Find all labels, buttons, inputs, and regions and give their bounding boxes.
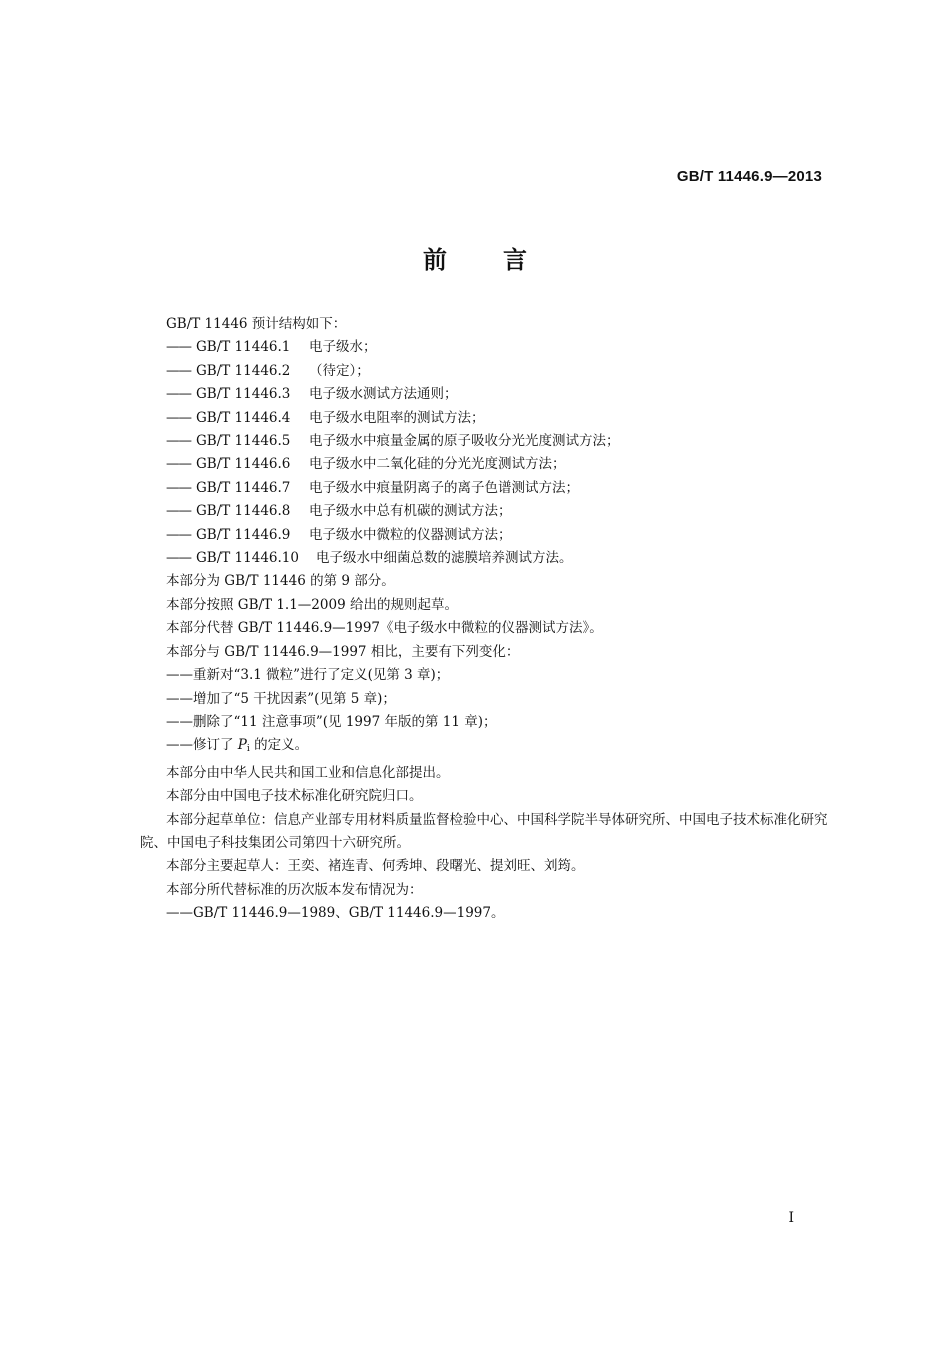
- list-item: [140, 500, 830, 523]
- list-dash: ——: [166, 550, 191, 567]
- title-char-2: 言: [503, 246, 527, 274]
- part-name: 电子级水中细菌总数的滤膜培养测试方法。: [316, 550, 573, 567]
- part-code: GB/T 11446.10: [196, 550, 299, 567]
- list-dash: ——: [166, 386, 191, 403]
- list-dash: ——: [166, 362, 191, 379]
- change-item: ——重新对“3.1 微粒”进行了定义(见第 3 章)；: [166, 667, 450, 684]
- part-name: 电子级水中痕量阴离子的离子色谱测试方法；: [309, 479, 579, 496]
- part-name: 电子级水；: [309, 339, 377, 356]
- list-dash: ——: [166, 479, 191, 496]
- symbol-subscript: i: [246, 744, 250, 755]
- list-dash: ——: [166, 433, 191, 450]
- title-char-1: 前: [423, 246, 447, 274]
- list-item: [140, 360, 830, 383]
- paragraph-history-intro: 本部分所代替标准的历次版本发布情况为：: [166, 881, 423, 898]
- part-name: 电子级水中总有机碳的测试方法；: [309, 503, 512, 520]
- foreword-body: [140, 313, 830, 926]
- part-name: 电子级水中痕量金属的原子吸收分光光度测试方法；: [309, 433, 620, 450]
- part-code: GB/T 11446.8: [196, 503, 291, 520]
- paragraph-drafters: 本部分主要起草人：王奕、褚连青、何秀坤、段曙光、提刘旺、刘筠。: [166, 858, 585, 875]
- part-code: GB/T 11446.5: [196, 433, 291, 450]
- symbol-p: P: [237, 737, 247, 754]
- part-name: 电子级水测试方法通则；: [309, 386, 458, 403]
- list-item: [140, 430, 830, 453]
- part-code: GB/T 11446.2: [196, 362, 291, 379]
- list-item: [140, 336, 830, 359]
- page-title: [0, 240, 950, 275]
- change-item: ——删除了“11 注意事项”(见 1997 年版的第 11 章)；: [166, 713, 497, 730]
- change-item: ——增加了“5 干扰因素”(见第 5 章)；: [166, 690, 396, 707]
- change-item: [140, 734, 830, 761]
- paragraph-drafting-rules: 本部分按照 GB/T 1.1—2009 给出的规则起草。: [166, 596, 458, 613]
- list-item: [140, 477, 830, 500]
- part-code: GB/T 11446.4: [196, 409, 291, 426]
- part-code: GB/T 11446.7: [196, 479, 291, 496]
- list-dash: ——: [166, 503, 191, 520]
- list-item: [140, 383, 830, 406]
- parts-list: [140, 336, 830, 570]
- page-number: I: [788, 1210, 794, 1226]
- structure-intro: GB/T 11446 预计结构如下：: [166, 316, 347, 332]
- list-dash: ——: [166, 339, 191, 356]
- standard-number: GB/T 11446.9—2013: [676, 168, 822, 185]
- list-item: [140, 524, 830, 547]
- list-item: [140, 547, 830, 570]
- list-dash: ——: [166, 526, 191, 543]
- paragraph-centralized: 本部分由中国电子技术标准化研究院归口。: [166, 788, 423, 805]
- list-item: [140, 407, 830, 430]
- change-prefix: ——修订了: [166, 737, 238, 754]
- change-suffix: 的定义。: [249, 737, 309, 754]
- part-name: 电子级水中二氧化硅的分光光度测试方法；: [309, 456, 566, 473]
- list-dash: ——: [166, 409, 191, 426]
- part-code: GB/T 11446.6: [196, 456, 291, 473]
- part-code: GB/T 11446.9: [196, 526, 291, 543]
- paragraph-changes-intro: 本部分与 GB/T 11446.9—1997 相比，主要有下列变化：: [166, 643, 520, 660]
- paragraph-drafting-units: 本部分起草单位：信息产业部专用材料质量监督检验中心、中国科学院半导体研究所、中国电子技术标准化研究院、中国电子科技集团公司第四十六研究所。: [140, 811, 828, 851]
- part-name: （待定）；: [309, 362, 370, 379]
- paragraph-part-number: 本部分为 GB/T 11446 的第 9 部分。: [166, 573, 395, 590]
- history-item: ——GB/T 11446.9—1989、GB/T 11446.9—1997。: [166, 905, 505, 922]
- part-name: 电子级水中微粒的仪器测试方法；: [309, 526, 512, 543]
- part-name: 电子级水电阻率的测试方法；: [309, 409, 485, 426]
- part-code: GB/T 11446.3: [196, 386, 291, 403]
- paragraph-proposed: 本部分由中华人民共和国工业和信息化部提出。: [166, 764, 450, 781]
- list-dash: ——: [166, 456, 191, 473]
- paragraph-replaces: 本部分代替 GB/T 11446.9—1997《电子级水中微粒的仪器测试方法》。: [166, 620, 603, 637]
- list-item: [140, 453, 830, 476]
- part-code: GB/T 11446.1: [196, 339, 291, 356]
